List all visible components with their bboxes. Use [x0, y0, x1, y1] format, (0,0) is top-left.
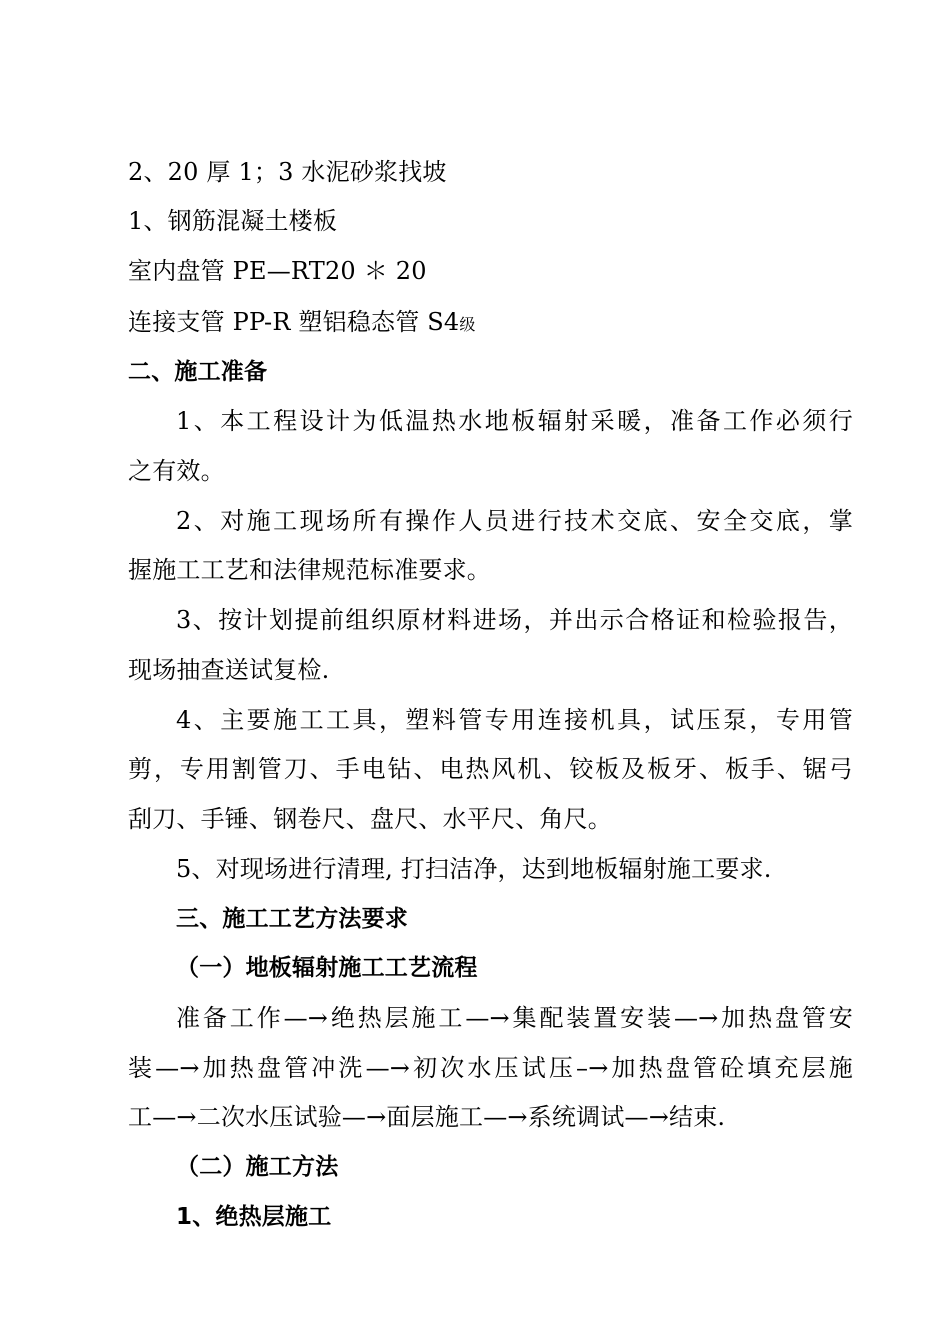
subsection-heading: （二）施工方法	[176, 1154, 339, 1180]
section-heading: 二、施工准备	[128, 359, 268, 385]
text-line: 2、20 厚 1；3 水泥砂浆找坡	[128, 158, 447, 186]
flow-line: 工—→二次水压试验—→面层施工—→系统调试—→结束.	[128, 1103, 726, 1131]
section-heading: 三、施工工艺方法要求	[176, 906, 408, 932]
text-span-small: 级	[459, 315, 476, 334]
text-span: 连接支管 PP-R 塑铝稳态管 S4	[128, 308, 460, 336]
paragraph-line: 现场抽查送试复检.	[128, 656, 330, 684]
subsection-heading: 1、绝热层施工	[176, 1204, 332, 1230]
paragraph-line: 握施工工艺和法律规范标准要求。	[128, 556, 491, 584]
flow-line: 装—→加热盘管冲洗—→初次水压试压–→加热盘管砼填充层施	[128, 1054, 853, 1082]
text-line: 室内盘管 PE—RT20 ＊ 20	[128, 257, 427, 285]
paragraph-line: 3、按计划提前组织原材料进场，并出示合格证和检验报告，	[176, 606, 853, 634]
subsection-heading: （一）地板辐射施工工艺流程	[176, 955, 478, 981]
paragraph-line: 1、本工程设计为低温热水地板辐射采暖，准备工作必须行	[176, 407, 853, 435]
paragraph-line: 5、对现场进行清理, 打扫洁净，达到地板辐射施工要求.	[176, 855, 772, 883]
text-line	[128, 306, 853, 341]
text-line: 1、钢筋混凝土楼板	[128, 207, 338, 235]
paragraph-line: 刮刀、手锤、钢卷尺、盘尺、水平尺、角尺。	[128, 805, 612, 833]
paragraph-line: 2、对施工现场所有操作人员进行技术交底、安全交底，掌	[176, 507, 853, 535]
paragraph-line: 之有效。	[128, 457, 225, 485]
paragraph-line: 4、主要施工工具，塑料管专用连接机具，试压泵，专用管	[176, 706, 853, 734]
flow-line: 准备工作—→绝热层施工—→集配装置安装—→加热盘管安	[176, 1004, 853, 1032]
paragraph-line: 剪，专用割管刀、手电钻、电热风机、铰板及板牙、板手、锯弓	[128, 755, 853, 783]
